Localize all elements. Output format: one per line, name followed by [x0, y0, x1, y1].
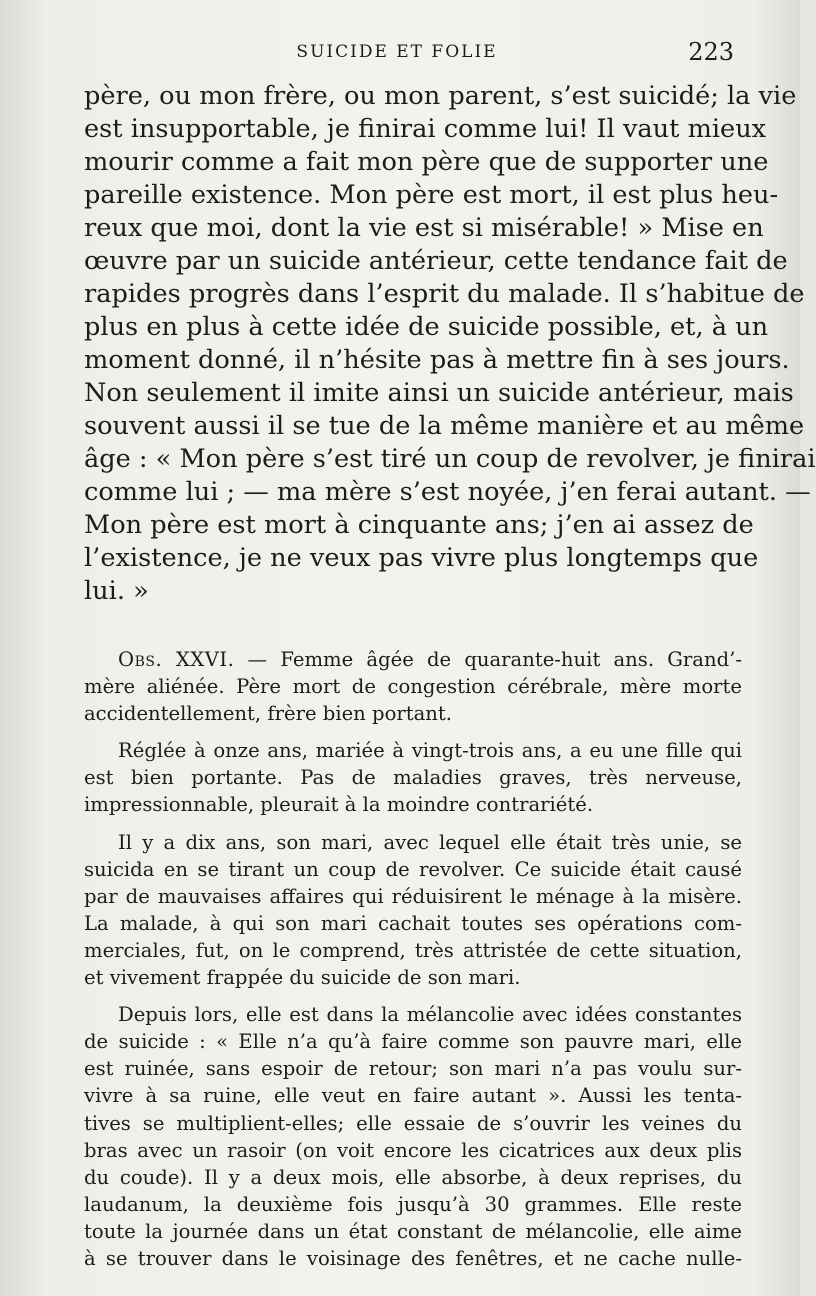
text-line: reux que moi, dont la vie est si misérable! » Mise en [84, 213, 764, 243]
text-line: impressionnable, pleurait à la moindre contrariété. [84, 793, 594, 817]
text-line: Il y a dix ans, son mari, avec lequel elle était très unie, se [118, 830, 742, 854]
text-line: père, ou mon frère, ou mon parent, s’est suicidé; la vie [84, 81, 797, 111]
text-line: lui. » [84, 576, 149, 606]
text-line: La malade, à qui son mari cachait toutes ses opérations com- [84, 911, 742, 935]
observation-para-4 [84, 1001, 742, 1272]
observation-label: Obs. XXVI. [118, 648, 235, 671]
text-line: est bien portante. Pas de maladies graves, très nerveuse, [84, 766, 742, 790]
text-line: œuvre par un suicide antérieur, cette tendance fait de [84, 246, 788, 276]
text-line: Obs. XXVI. — Femme âgée de quarante-huit ans. Grand’- [118, 648, 742, 671]
text-line: est ruinée, sans espoir de retour; son mari n’a pas voulu sur- [84, 1057, 742, 1081]
text-line: souvent aussi il se tue de la même manière et au même [84, 411, 805, 441]
text-line: tives se multiplient-elles; elle essaie de s’ouvrir les veines du [84, 1111, 742, 1135]
text-line: Depuis lors, elle est dans la mélancolie avec idées constantes [118, 1003, 742, 1027]
text-line: suicida en se tirant un coup de revolver. Ce suicide était causé [84, 857, 742, 881]
text-line: par de mauvaises affaires qui réduisirent le ménage à la misère. [84, 884, 742, 908]
text-line: est insupportable, je finirai comme lui! Il vaut mieux [84, 114, 767, 144]
observation-para-3 [84, 829, 742, 992]
main-text [84, 80, 816, 608]
running-title: SUICIDE ET FOLIE [296, 42, 498, 62]
text-line: du coude). Il y a deux mois, elle absorbe, à deux reprises, du [84, 1165, 742, 1189]
text-line: rapides progrès dans l’esprit du malade. Il s’habitue de [84, 279, 805, 309]
main-paragraph [84, 80, 816, 608]
text-line: de suicide : « Elle n’a qu’à faire comme son pauvre mari, elle [84, 1030, 742, 1054]
text-line: l’existence, je ne veux pas vivre plus longtemps que [84, 543, 759, 573]
text-line: mourir comme a fait mon père que de supporter une [84, 147, 769, 177]
running-header [60, 36, 734, 68]
page-number: 223 [688, 38, 734, 66]
text-line: âge : « Mon père s’est tiré un coup de revolver, je finirai [84, 444, 816, 474]
observation-para-2 [84, 737, 742, 818]
text-line: Non seulement il imite ainsi un suicide antérieur, mais [84, 378, 794, 408]
text-line: pareille existence. Mon père est mort, il est plus heu- [84, 180, 779, 210]
text-line: plus en plus à cette idée de suicide possible, et, à un [84, 312, 769, 342]
text-line: mère aliénée. Père mort de congestion cérébrale, mère morte [84, 675, 742, 699]
text-line: moment donné, il n’hésite pas à mettre fin à ses jours. [84, 345, 790, 375]
text-line: comme lui ; — ma mère s’est noyée, j’en ferai autant. — [84, 477, 811, 507]
text-line: merciales, fut, on le comprend, très attristée de cette situation, [84, 938, 742, 962]
text-line: Mon père est mort à cinquante ans; j’en ai assez de [84, 510, 754, 540]
text-line: bras avec un rasoir (on voit encore les cicatrices aux deux plis [84, 1138, 742, 1162]
observation-para-1 [84, 646, 742, 727]
observation-block [84, 646, 742, 1272]
text-line: toute la journée dans un état constant de mélancolie, elle aime [84, 1219, 742, 1243]
text-line: Réglée à onze ans, mariée à vingt-trois ans, a eu une fille qui [118, 739, 742, 763]
text-line: à se trouver dans le voisinage des fenêtres, et ne cache nulle- [84, 1246, 742, 1270]
text-line: et vivement frappée du suicide de son mari. [84, 966, 521, 990]
text-line: accidentellement, frère bien portant. [84, 702, 453, 726]
text-line: vivre à sa ruine, elle veut en faire autant ». Aussi les tenta- [84, 1084, 742, 1108]
text-line: laudanum, la deuxième fois jusqu’à 30 grammes. Elle reste [84, 1192, 742, 1216]
